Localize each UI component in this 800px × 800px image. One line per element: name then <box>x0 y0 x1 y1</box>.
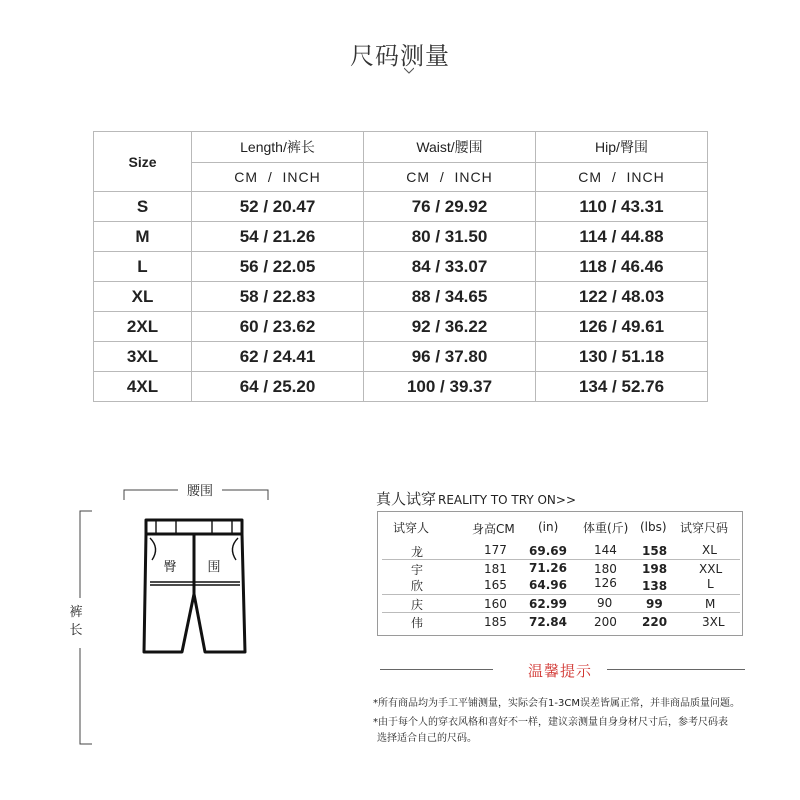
length-cell: 62 / 24.41 <box>192 342 364 372</box>
height-in-cell: 62.99 <box>529 597 567 611</box>
row-divider <box>382 559 740 560</box>
notice-line-3: 选择适合自己的尺码。 <box>377 733 477 744</box>
waist-cell: 100 / 39.37 <box>364 372 536 402</box>
size-cell: L <box>707 577 714 591</box>
weight-lbs-cell: 138 <box>642 579 668 593</box>
model-cell: 伟 <box>411 616 424 630</box>
model-cell: 欣 <box>411 579 424 593</box>
length-cell: 58 / 22.83 <box>192 282 364 312</box>
hip-unit: CM / INCH <box>536 163 708 192</box>
weight-cell: 200 <box>594 615 617 629</box>
hip-cell: 130 / 51.18 <box>536 342 708 372</box>
size-cell: XL <box>702 543 717 557</box>
height-cell: 181 <box>484 562 507 576</box>
waist-cell: 80 / 31.50 <box>364 222 536 252</box>
size-cell: L <box>94 252 192 282</box>
pants-diagram <box>0 0 360 800</box>
size-cell: M <box>94 222 192 252</box>
height-cell: 160 <box>484 597 507 611</box>
length-label-1: 裤 <box>69 605 83 620</box>
length-cell: 60 / 23.62 <box>192 312 364 342</box>
size-cell: 3XL <box>94 342 192 372</box>
waist-cell: 84 / 33.07 <box>364 252 536 282</box>
weight-lbs-cell: 220 <box>642 615 668 629</box>
length-cell: 52 / 20.47 <box>192 192 364 222</box>
waist-cell: 96 / 37.80 <box>364 342 536 372</box>
header-height-in: (in) <box>538 520 559 534</box>
notice-title: 温馨提示 <box>527 662 592 680</box>
real-try-title-en: REALITY TO TRY ON>> <box>438 493 577 507</box>
row-divider <box>382 594 740 595</box>
header-height: 身高CM <box>472 522 515 536</box>
pants-icon <box>144 520 245 652</box>
height-in-cell: 71.26 <box>529 561 567 575</box>
waist-header: Waist/腰围 <box>364 132 536 163</box>
hip-cell: 134 / 52.76 <box>536 372 708 402</box>
weight-cell: 90 <box>597 596 613 610</box>
size-cell: M <box>705 597 716 611</box>
hip-header: Hip/臀围 <box>536 132 708 163</box>
model-cell: 龙 <box>411 545 424 559</box>
size-cell: 4XL <box>94 372 192 402</box>
hip-cell: 114 / 44.88 <box>536 222 708 252</box>
weight-lbs-cell: 99 <box>646 597 663 611</box>
length-unit: CM / INCH <box>192 163 364 192</box>
waist-cell: 88 / 34.65 <box>364 282 536 312</box>
height-in-cell: 69.69 <box>529 544 567 558</box>
length-label-2: 长 <box>69 623 83 638</box>
waist-unit: CM / INCH <box>364 163 536 192</box>
hip-label-2: 围 <box>207 560 221 575</box>
hip-label-1: 臀 <box>163 560 177 575</box>
size-cell: 3XL <box>702 615 725 629</box>
length-cell: 56 / 22.05 <box>192 252 364 282</box>
hip-cell: 122 / 48.03 <box>536 282 708 312</box>
weight-cell: 180 <box>594 562 617 576</box>
height-cell: 185 <box>484 615 507 629</box>
height-in-cell: 64.96 <box>529 578 567 592</box>
real-try-title-cn: 真人试穿 <box>376 490 437 508</box>
height-cell: 165 <box>484 578 507 592</box>
notice-line-1: *所有商品均为手工平铺测量，实际会有1-3CM误差皆属正常，并非商品质量问题。 <box>373 698 740 709</box>
waist-label: 腰围 <box>186 484 214 499</box>
size-cell: S <box>94 192 192 222</box>
header-size: 试穿尺码 <box>680 521 729 535</box>
notice-divider-left <box>380 669 493 670</box>
length-cell: 64 / 25.20 <box>192 372 364 402</box>
weight-lbs-cell: 158 <box>642 544 668 558</box>
header-weight-lbs: (lbs) <box>640 520 667 534</box>
hip-cell: 126 / 49.61 <box>536 312 708 342</box>
size-cell: XXL <box>699 562 723 576</box>
notice-divider-right <box>607 669 745 670</box>
height-cell: 177 <box>484 543 507 557</box>
model-cell: 庆 <box>411 598 424 612</box>
length-header: Length/裤长 <box>192 132 364 163</box>
header-model: 试穿人 <box>393 521 430 535</box>
weight-lbs-cell: 198 <box>642 562 668 576</box>
waist-cell: 76 / 29.92 <box>364 192 536 222</box>
hip-cell: 110 / 43.31 <box>536 192 708 222</box>
real-try-title <box>376 488 576 509</box>
chevron-down-icon <box>404 66 414 76</box>
size-cell: 2XL <box>94 312 192 342</box>
weight-cell: 126 <box>594 576 617 590</box>
size-cell: XL <box>94 282 192 312</box>
height-in-cell: 72.84 <box>529 615 567 629</box>
length-cell: 54 / 21.26 <box>192 222 364 252</box>
model-cell: 宇 <box>411 563 424 577</box>
row-divider <box>382 612 740 613</box>
waist-cell: 92 / 36.22 <box>364 312 536 342</box>
hip-cell: 118 / 46.46 <box>536 252 708 282</box>
size-column-header: Size <box>94 132 192 192</box>
header-weight: 体重(斤) <box>583 521 629 535</box>
page-title: 尺码测量 <box>350 42 450 70</box>
weight-cell: 144 <box>594 543 617 557</box>
notice-line-2: *由于每个人的穿衣风格和喜好不一样，建议亲测量自身身材尺寸后，参考尺码表 <box>373 717 728 728</box>
